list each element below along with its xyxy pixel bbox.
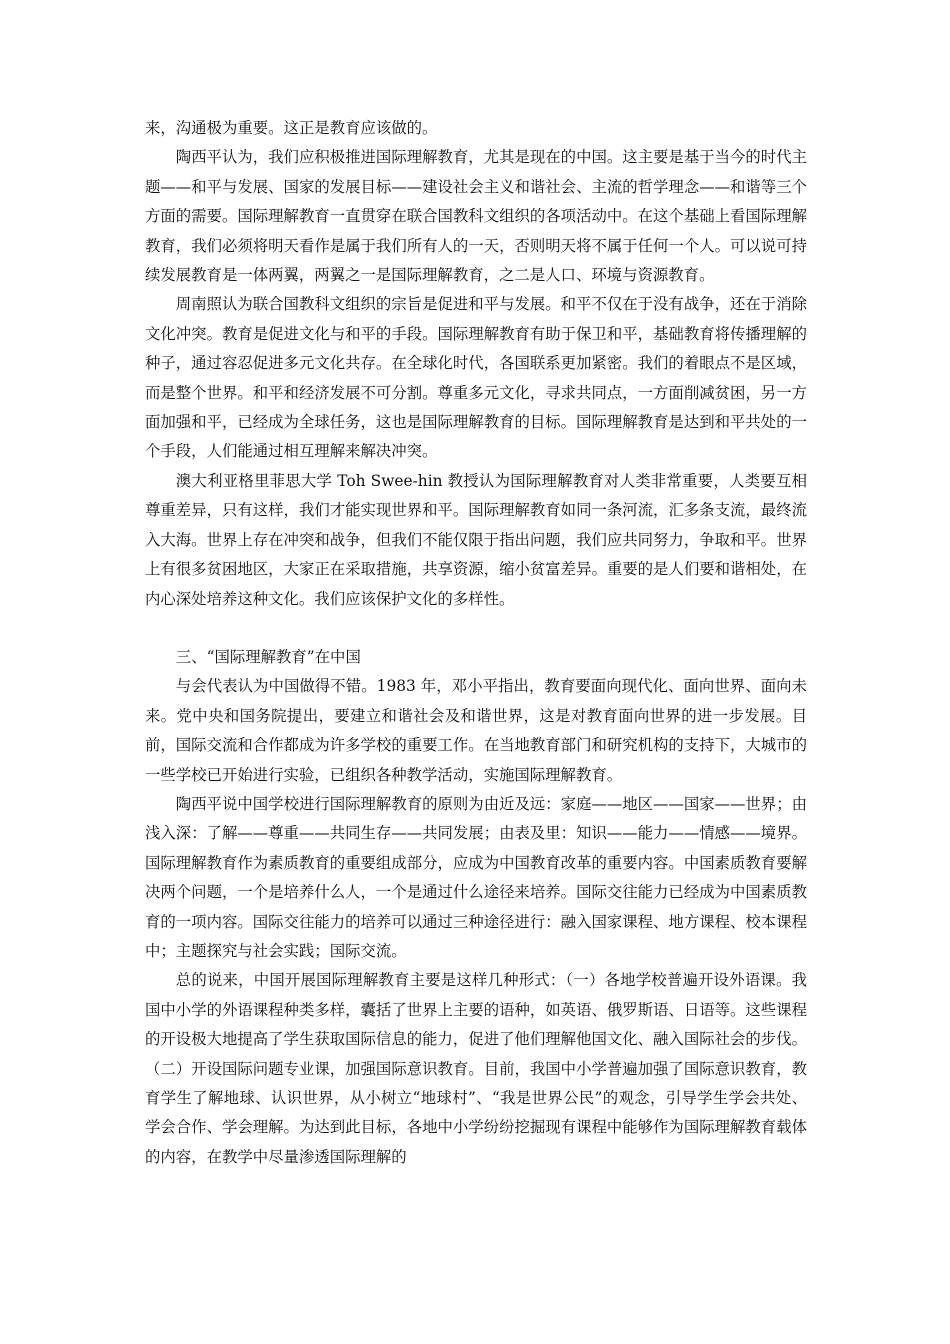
paragraph-zhou-nanzhao-view: 周南照认为联合国教科文组织的宗旨是促进和平与发展。和平不仅在于没有战争，还在于消除文化冲突。教育是促进文化与和平的手段。国际理解教育有助于保卫和平，基础教育将传播理解的种子，通过容忍促进多元文化共存。在全球化时代，各国联系更加紧密。我们的着眼点不是区域，而是整个世界。和平和经济发展不可分割。尊重多元文化，寻求共同点，一方面削减贫困，另一方面加强和平，已经成为全球任务，这也是国际理解教育的目标。国际理解教育是达到和平共处的一个手段，人们能通过相互理解来解决冲突。	[145, 295, 807, 461]
paragraph-principles: 陶西平说中国学校进行国际理解教育的原则为由近及远：家庭——地区——国家——世界；由浅入深：了解——尊重——共同生存——共同发展；由表及里：知识——能力——情感——境界。国际理解教育作为素质教育的重要组成部分，应成为中国教育改革的重要内容。中国素质教育要解决两个问题，一个是培养什么人，一个是通过什么途径来培养。国际交往能力已经成为中国素质教育的一项内容。国际交往能力的培养可以通过三种途径进行：融入国家课程、地方课程、校本课程中；主题探究与社会实践；国际交流。	[145, 794, 807, 960]
paragraph-toh-swee-hin-view: 澳大利亚格里菲思大学 Toh Swee-hin 教授认为国际理解教育对人类非常重要，人类要互相尊重差异，只有这样，我们才能实现世界和平。国际理解教育如同一条河流，汇多条支流，最终流入大海。世界上存在冲突和战争，但我们不能仅限于指出问题，我们应共同努力，争取和平。世界上有很多贫困地区，大家正在采取措施，共享资源，缩小贫富差异。重要的是人们要和谐相处，在内心深处培养这种文化。我们应该保护文化的多样性。	[145, 471, 807, 608]
document-page	[145, 114, 807, 1172]
paragraph-tao-xiping-view: 陶西平认为，我们应积极推进国际理解教育，尤其是现在的中国。这主要是基于当今的时代主题——和平与发展、国家的发展目标——建设社会主义和谐社会、主流的哲学理念——和谐等三个方面的需要。国际理解教育一直贯穿在联合国教科文组织的各项活动中。在这个基础上看国际理解教育，我们必须将明天看作是属于我们所有人的一天，否则明天将不属于任何一个人。可以说可持续发展教育是一体两翼，两翼之一是国际理解教育，之二是人口、环境与资源教育。	[145, 148, 807, 285]
paragraph-continuation: 来，沟通极为重要。这正是教育应该做的。	[145, 119, 438, 137]
section-heading: 三、“国际理解教育”在中国	[175, 647, 361, 666]
paragraph-forms: 总的说来，中国开展国际理解教育主要是这样几种形式：（一）各地学校普遍开设外语课。我国中小学的外语课程种类多样，囊括了世界上主要的语种，如英语、俄罗斯语、日语等。这些课程的开设极大地提高了学生获取国际信息的能力，促进了他们理解他国文化、融入国际社会的步伐。（二）开设国际问题专业课，加强国际意识教育。目前，我国中小学普遍加强了国际意识教育，教育学生了解地球、认识世界，从小树立“地球村”、“我是世界公民”的观念，引导学生学会共处、学会合作、学会理解。为达到此目标，各地中小学纷纷挖掘现有课程中能够作为国际理解教育载体的内容，在教学中尽量渗透国际理解的	[145, 971, 807, 1166]
paragraph-delegates-view: 与会代表认为中国做得不错。1983 年，邓小平指出，教育要面向现代化、面向世界、面向未来。党中央和国务院提出，要建立和谐社会及和谐世界，这是对教育面向世界的进一步发展。目前，国际交流和合作都成为许多学校的重要工作。在当地教育部门和研究机构的支持下，大城市的一些学校已开始进行实验，已组织各种教学活动，实施国际理解教育。	[145, 677, 807, 784]
